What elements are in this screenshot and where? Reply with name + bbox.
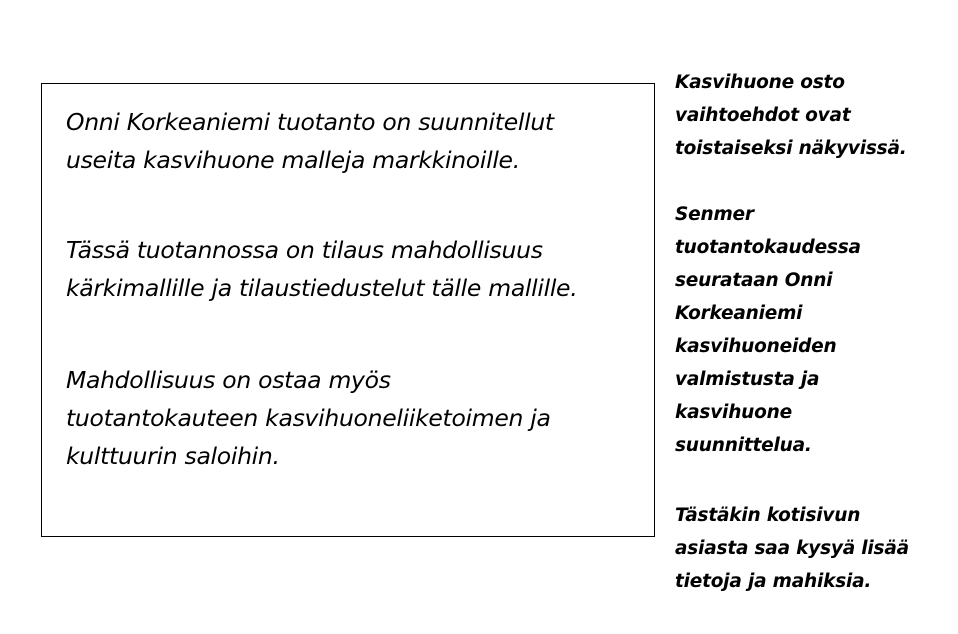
text-line: Tästäkin kotisivun	[675, 505, 861, 526]
side-note-ask-more	[675, 499, 909, 598]
text-line: Mahdollisuus on ostaa myös	[66, 366, 391, 394]
text-line: Onni Korkeaniemi tuotanto on suunnitellut	[66, 108, 554, 136]
text-line: vaihtoehdot ovat	[675, 105, 851, 126]
text-line: kulttuurin saloihin.	[66, 442, 280, 470]
text-line: kasvihuoneiden	[675, 336, 837, 357]
text-line: Korkeaniemi	[675, 303, 803, 324]
text-line: Senmer	[675, 204, 754, 225]
text-line: tuotantokaudessa	[675, 237, 861, 258]
text-line: Kasvihuone osto	[675, 72, 845, 93]
text-line: tuotantokauteen kasvihuoneliiketoimen ja	[66, 404, 551, 432]
order-paragraph	[66, 231, 651, 307]
main-text-box	[41, 83, 655, 537]
text-line: Tässä tuotannossa on tilaus mahdollisuus	[66, 236, 543, 264]
text-line: kärkimallille ja tilaustiedustelut tälle mallille.	[66, 274, 578, 302]
text-line: tietoja ja mahiksia.	[675, 571, 872, 592]
text-line: asiasta saa kysyä lisää	[675, 538, 909, 559]
purchase-paragraph	[66, 361, 651, 475]
text-line: kasvihuone	[675, 402, 792, 423]
text-line: suunnittelua.	[675, 435, 812, 456]
text-line: seurataan Onni	[675, 270, 833, 291]
text-line: useita kasvihuone malleja markkinoille.	[66, 146, 520, 174]
side-note-production-season	[675, 198, 861, 462]
text-line: toistaiseksi näkyvissä.	[675, 138, 907, 159]
side-note-purchase-options	[675, 66, 907, 165]
text-line: valmistusta ja	[675, 369, 820, 390]
intro-paragraph	[66, 103, 651, 179]
